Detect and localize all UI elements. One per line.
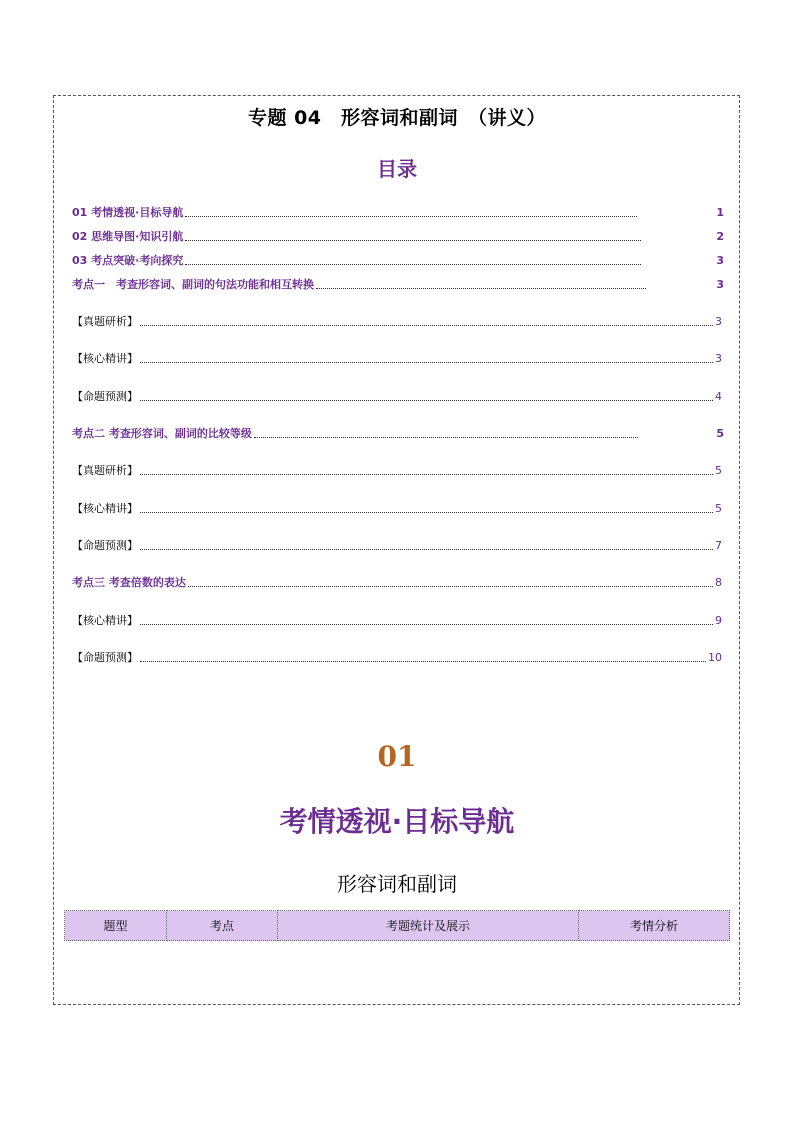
toc-entry-page: 7 [715, 538, 722, 552]
toc-entry[interactable] [72, 611, 722, 629]
topic-title: 形容词和副词 [337, 872, 457, 896]
toc-entry-label: 【命题预测】 [72, 539, 138, 552]
toc-entry[interactable] [72, 499, 722, 517]
toc-entry[interactable] [72, 312, 722, 330]
toc-entry-label: 考点二 考查形容词、副词的比较等级 [72, 427, 252, 440]
toc-heading: 目录 [377, 157, 417, 181]
toc-entry[interactable] [72, 227, 724, 245]
table-header-cell: 题型 [65, 911, 167, 941]
toc-leader [140, 325, 713, 326]
toc-leader [140, 400, 713, 401]
toc-leader [140, 474, 713, 475]
table-header-row [65, 911, 730, 941]
toc-entry-label: 【命题预测】 [72, 390, 138, 403]
toc-entry[interactable] [72, 203, 724, 221]
toc-entry-label: 【核心精讲】 [72, 502, 138, 515]
toc-entry-label: 【核心精讲】 [72, 614, 138, 627]
toc-entry-label: 考点三 考查倍数的表达 [72, 576, 186, 589]
toc-entry[interactable] [72, 536, 722, 554]
toc-leader [188, 586, 713, 587]
toc-entry-page: 3 [716, 277, 724, 291]
toc-entry[interactable] [72, 424, 724, 442]
toc-entry-page: 3 [716, 253, 724, 267]
toc-entry[interactable] [72, 275, 724, 293]
toc-entry-label: 01 考情透视·目标导航 [72, 206, 184, 219]
toc-entry-page: 4 [715, 389, 722, 403]
toc-entry-label: 02 思维导图·知识引航 [72, 230, 184, 243]
toc-entry-page: 5 [716, 426, 724, 440]
toc-entry[interactable] [72, 387, 722, 405]
section-title: 考情透视·目标导航 [279, 805, 515, 838]
document-title: 专题 04 形容词和副词 （讲义） [247, 107, 547, 129]
toc-entry-page: 9 [715, 613, 722, 627]
toc-entry-page: 3 [715, 351, 722, 365]
toc-entry-page: 3 [715, 314, 722, 328]
toc-leader [140, 661, 706, 662]
toc-entry[interactable] [72, 349, 722, 367]
toc-entry[interactable] [72, 251, 724, 269]
toc-entry-page: 2 [716, 229, 724, 243]
toc-entry-label: 【核心精讲】 [72, 352, 138, 365]
toc-entry-label: 03 考点突破·考向探究 [72, 254, 184, 267]
table-header-cell: 考题统计及展示 [278, 911, 579, 941]
toc-leader [140, 362, 713, 363]
section-number: 01 [377, 740, 417, 773]
toc-entry-page: 5 [715, 463, 722, 477]
toc-leader [140, 512, 713, 513]
table-header-cell: 考点 [167, 911, 278, 941]
toc-leader [185, 240, 641, 241]
toc-leader [316, 288, 646, 289]
table-header-cell: 考情分析 [579, 911, 730, 941]
toc-entry[interactable] [72, 648, 722, 666]
toc-entry-page: 10 [708, 650, 722, 664]
toc-leader [140, 624, 713, 625]
toc-leader [185, 216, 637, 217]
toc-leader [140, 549, 713, 550]
analysis-table [64, 910, 730, 941]
toc-entry-label: 【命题预测】 [72, 651, 138, 664]
toc-entry-page: 1 [716, 205, 724, 219]
toc-entry[interactable] [72, 461, 722, 479]
toc-entry-label: 【真题研析】 [72, 464, 138, 477]
toc-entry[interactable] [72, 573, 722, 591]
toc-entry-label: 考点一 考查形容词、副词的句法功能和相互转换 [72, 278, 314, 291]
toc-leader [185, 264, 641, 265]
toc-entry-page: 8 [715, 575, 722, 589]
toc-entry-label: 【真题研析】 [72, 315, 138, 328]
toc-leader [254, 437, 638, 438]
toc-entry-page: 5 [715, 501, 722, 515]
